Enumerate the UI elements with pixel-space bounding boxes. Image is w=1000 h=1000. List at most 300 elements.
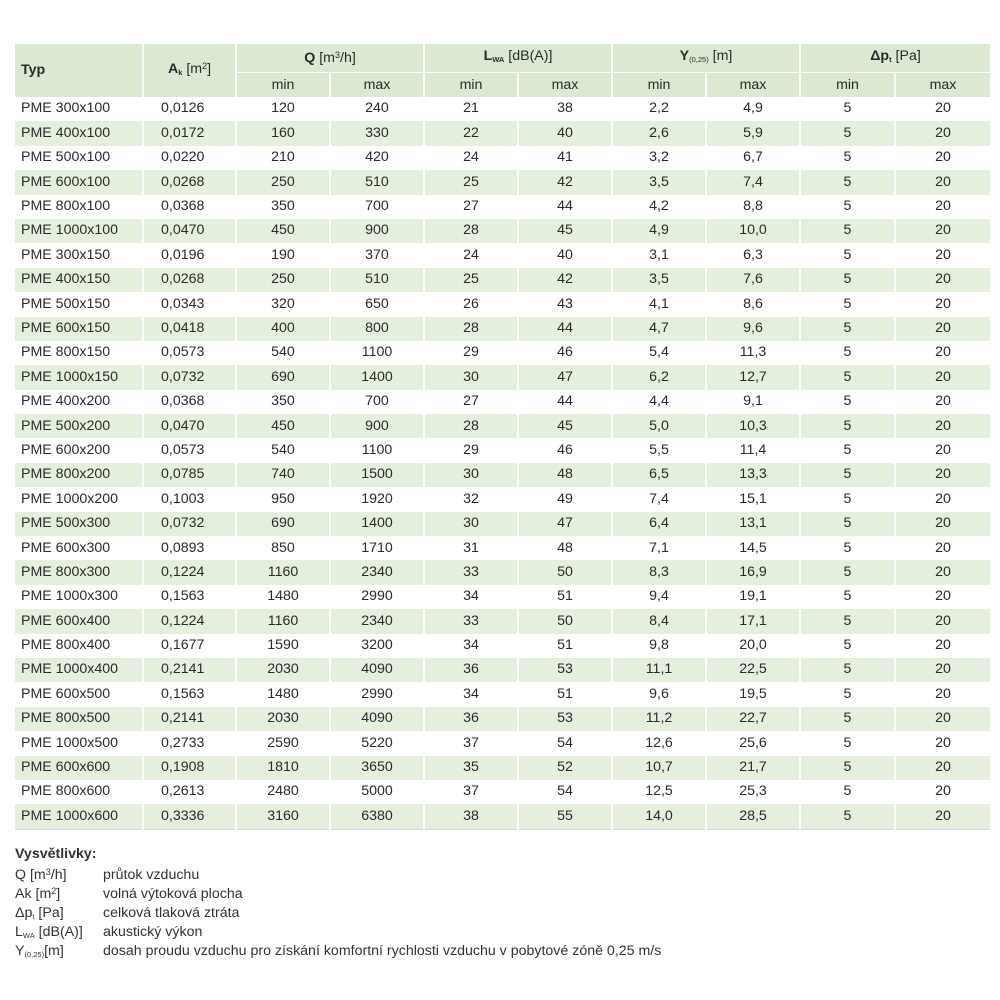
- cell-dp-min: 5: [800, 658, 895, 682]
- cell-ak: 0,1908: [143, 756, 236, 780]
- cell-typ: PME 500x100: [15, 146, 143, 170]
- cell-q-min: 690: [236, 365, 330, 389]
- cell-dp-min: 5: [800, 487, 895, 511]
- cell-lwa-max: 45: [518, 414, 612, 438]
- cell-y-max: 25,6: [706, 731, 800, 755]
- cell-dp-max: 20: [895, 341, 990, 365]
- cell-y-min: 6,2: [612, 365, 706, 389]
- cell-q-max: 4090: [330, 707, 424, 731]
- cell-lwa-max: 46: [518, 438, 612, 462]
- ak-unit-end: ]: [207, 60, 212, 77]
- lwa-min-header: min: [424, 73, 518, 98]
- cell-lwa-min: 22: [424, 121, 518, 145]
- cell-lwa-max: 44: [518, 390, 612, 414]
- cell-q-max: 510: [330, 268, 424, 292]
- table-row: [15, 609, 990, 633]
- cell-ak: 0,2613: [143, 780, 236, 804]
- cell-typ: PME 500x300: [15, 512, 143, 536]
- cell-dp-max: 20: [895, 731, 990, 755]
- cell-q-min: 320: [236, 292, 330, 316]
- cell-lwa-min: 25: [424, 268, 518, 292]
- cell-q-min: 2030: [236, 707, 330, 731]
- cell-y-min: 12,6: [612, 731, 706, 755]
- cell-lwa-max: 52: [518, 756, 612, 780]
- table-row: [15, 731, 990, 755]
- table-row: [15, 97, 990, 121]
- cell-ak: 0,0573: [143, 341, 236, 365]
- cell-typ: PME 800x400: [15, 634, 143, 658]
- cell-q-max: 370: [330, 243, 424, 267]
- cell-lwa-min: 27: [424, 195, 518, 219]
- header-dp: [800, 44, 990, 73]
- cell-ak: 0,1224: [143, 560, 236, 584]
- legend-key-dp-sub: t: [32, 912, 35, 921]
- legend-title: Vysvětlivky:: [15, 846, 97, 862]
- table-row: [15, 560, 990, 584]
- y-max-header: max: [706, 73, 800, 98]
- cell-dp-max: 20: [895, 780, 990, 804]
- lwa-unit: [dB(A)]: [508, 48, 553, 64]
- cell-q-min: 1160: [236, 560, 330, 584]
- cell-y-min: 4,1: [612, 292, 706, 316]
- cell-dp-min: 5: [800, 438, 895, 462]
- cell-typ: PME 600x150: [15, 317, 143, 341]
- cell-q-min: 450: [236, 414, 330, 438]
- cell-ak: 0,0368: [143, 195, 236, 219]
- cell-dp-min: 5: [800, 804, 895, 829]
- table-row: [15, 317, 990, 341]
- cell-q-min: 1480: [236, 682, 330, 706]
- cell-y-min: 10,7: [612, 756, 706, 780]
- cell-dp-min: 5: [800, 585, 895, 609]
- cell-y-max: 9,1: [706, 390, 800, 414]
- cell-lwa-max: 54: [518, 780, 612, 804]
- cell-q-max: 3200: [330, 634, 424, 658]
- cell-q-min: 540: [236, 341, 330, 365]
- cell-q-max: 2990: [330, 585, 424, 609]
- cell-y-min: 2,6: [612, 121, 706, 145]
- cell-lwa-min: 34: [424, 585, 518, 609]
- cell-lwa-min: 34: [424, 682, 518, 706]
- cell-ak: 0,0470: [143, 414, 236, 438]
- cell-q-max: 1710: [330, 536, 424, 560]
- q-unit-end: /h]: [340, 49, 356, 66]
- cell-y-min: 4,9: [612, 219, 706, 243]
- cell-y-min: 5,0: [612, 414, 706, 438]
- cell-ak: 0,0732: [143, 512, 236, 536]
- cell-dp-max: 20: [895, 756, 990, 780]
- cell-dp-min: 5: [800, 512, 895, 536]
- cell-q-max: 1500: [330, 463, 424, 487]
- cell-lwa-min: 38: [424, 804, 518, 829]
- cell-y-min: 8,3: [612, 560, 706, 584]
- table-row: [15, 268, 990, 292]
- legend-key-y-sub: (0,25): [24, 950, 45, 959]
- cell-q-min: 190: [236, 243, 330, 267]
- q-max-header: max: [330, 73, 424, 98]
- cell-typ: PME 500x200: [15, 414, 143, 438]
- cell-y-min: 3,1: [612, 243, 706, 267]
- cell-dp-max: 20: [895, 219, 990, 243]
- dp-min-header: min: [800, 73, 895, 98]
- cell-q-min: 160: [236, 121, 330, 145]
- cell-typ: PME 400x200: [15, 390, 143, 414]
- cell-ak: 0,1003: [143, 487, 236, 511]
- table-row: [15, 292, 990, 316]
- cell-ak: 0,2141: [143, 707, 236, 731]
- cell-q-max: 5000: [330, 780, 424, 804]
- cell-lwa-max: 38: [518, 97, 612, 121]
- cell-dp-min: 5: [800, 536, 895, 560]
- cell-lwa-min: 21: [424, 97, 518, 121]
- cell-lwa-max: 48: [518, 463, 612, 487]
- cell-y-max: 4,9: [706, 97, 800, 121]
- cell-lwa-min: 29: [424, 341, 518, 365]
- q-unit-sup: 3: [334, 49, 340, 60]
- cell-y-max: 8,8: [706, 195, 800, 219]
- cell-typ: PME 800x600: [15, 780, 143, 804]
- cell-dp-max: 20: [895, 365, 990, 389]
- legend-desc-ak: volná výtoková plocha: [103, 886, 243, 902]
- cell-y-min: 5,4: [612, 341, 706, 365]
- cell-lwa-max: 51: [518, 585, 612, 609]
- cell-ak: 0,0126: [143, 97, 236, 121]
- ak-symbol: A: [167, 60, 179, 77]
- table-row: [15, 414, 990, 438]
- cell-q-max: 5220: [330, 731, 424, 755]
- cell-q-max: 4090: [330, 658, 424, 682]
- cell-lwa-min: 24: [424, 243, 518, 267]
- cell-typ: PME 800x300: [15, 560, 143, 584]
- cell-lwa-max: 53: [518, 707, 612, 731]
- cell-dp-max: 20: [895, 804, 990, 829]
- cell-y-max: 5,9: [706, 121, 800, 145]
- legend-key-q-text: Q [m: [15, 867, 46, 883]
- cell-dp-min: 5: [800, 317, 895, 341]
- legend-key-dp-text: Δp: [15, 905, 33, 921]
- cell-dp-max: 20: [895, 512, 990, 536]
- dp-symbol: Δp: [870, 48, 890, 64]
- cell-ak: 0,0368: [143, 390, 236, 414]
- cell-y-max: 6,7: [706, 146, 800, 170]
- legend-key-lwa-end: [dB(A)]: [34, 924, 83, 940]
- cell-lwa-max: 53: [518, 658, 612, 682]
- cell-ak: 0,1563: [143, 585, 236, 609]
- table-row: [15, 658, 990, 682]
- cell-typ: PME 600x400: [15, 609, 143, 633]
- cell-dp-min: 5: [800, 219, 895, 243]
- cell-q-min: 540: [236, 438, 330, 462]
- table-row: [15, 682, 990, 706]
- cell-dp-max: 20: [895, 268, 990, 292]
- cell-q-max: 2340: [330, 609, 424, 633]
- cell-dp-min: 5: [800, 365, 895, 389]
- table-row: [15, 170, 990, 194]
- cell-q-min: 690: [236, 512, 330, 536]
- legend-key-q-end: /h]: [50, 867, 67, 883]
- cell-q-min: 3160: [236, 804, 330, 829]
- cell-lwa-min: 27: [424, 390, 518, 414]
- ak-unit-sup: 2: [202, 60, 208, 71]
- table-row: [15, 756, 990, 780]
- cell-y-max: 11,3: [706, 341, 800, 365]
- table-row: [15, 707, 990, 731]
- cell-y-min: 3,5: [612, 268, 706, 292]
- lwa-symbol: L: [483, 48, 493, 64]
- cell-y-max: 19,1: [706, 585, 800, 609]
- cell-ak: 0,0785: [143, 463, 236, 487]
- cell-q-min: 950: [236, 487, 330, 511]
- cell-typ: PME 600x600: [15, 756, 143, 780]
- cell-lwa-max: 55: [518, 804, 612, 829]
- cell-lwa-min: 31: [424, 536, 518, 560]
- cell-y-min: 9,8: [612, 634, 706, 658]
- cell-q-min: 2030: [236, 658, 330, 682]
- cell-lwa-min: 29: [424, 438, 518, 462]
- cell-dp-min: 5: [800, 97, 895, 121]
- cell-ak: 0,0220: [143, 146, 236, 170]
- table-row: [15, 536, 990, 560]
- table-row: [15, 341, 990, 365]
- cell-q-min: 1480: [236, 585, 330, 609]
- cell-dp-max: 20: [895, 243, 990, 267]
- cell-dp-max: 20: [895, 658, 990, 682]
- legend-key-q-sup: 3: [45, 867, 51, 877]
- cell-lwa-min: 24: [424, 146, 518, 170]
- legend-key-ak-text: Ak [m: [15, 886, 52, 902]
- cell-q-max: 650: [330, 292, 424, 316]
- cell-ak: 0,0268: [143, 268, 236, 292]
- cell-lwa-min: 35: [424, 756, 518, 780]
- cell-dp-min: 5: [800, 634, 895, 658]
- cell-dp-max: 20: [895, 121, 990, 145]
- cell-y-min: 11,1: [612, 658, 706, 682]
- cell-typ: PME 1000x600: [15, 804, 143, 829]
- cell-y-min: 3,2: [612, 146, 706, 170]
- header-typ: Typ: [15, 44, 143, 97]
- cell-lwa-min: 36: [424, 707, 518, 731]
- cell-dp-min: 5: [800, 463, 895, 487]
- cell-q-min: 1160: [236, 609, 330, 633]
- cell-typ: PME 800x200: [15, 463, 143, 487]
- cell-q-max: 1920: [330, 487, 424, 511]
- cell-dp-max: 20: [895, 170, 990, 194]
- cell-typ: PME 600x500: [15, 682, 143, 706]
- cell-ak: 0,0268: [143, 170, 236, 194]
- cell-ak: 0,0196: [143, 243, 236, 267]
- cell-y-max: 10,3: [706, 414, 800, 438]
- cell-q-min: 1810: [236, 756, 330, 780]
- cell-ak: 0,0172: [143, 121, 236, 145]
- cell-dp-max: 20: [895, 195, 990, 219]
- cell-lwa-max: 44: [518, 317, 612, 341]
- legend-key-y: [15, 942, 103, 964]
- legend-desc-dp: celková tlaková ztráta: [103, 905, 240, 921]
- header-lwa: [424, 44, 612, 73]
- cell-q-max: 6380: [330, 804, 424, 829]
- table-row: [15, 146, 990, 170]
- table-row: [15, 195, 990, 219]
- cell-lwa-max: 51: [518, 682, 612, 706]
- cell-dp-max: 20: [895, 707, 990, 731]
- cell-lwa-max: 47: [518, 512, 612, 536]
- legend-key-ak: [15, 885, 103, 904]
- cell-lwa-max: 54: [518, 731, 612, 755]
- q-symbol: Q: [304, 49, 316, 66]
- cell-q-min: 2590: [236, 731, 330, 755]
- cell-lwa-min: 33: [424, 560, 518, 584]
- cell-ak: 0,0418: [143, 317, 236, 341]
- cell-q-min: 450: [236, 219, 330, 243]
- legend-desc-y: dosah proudu vzduchu pro získání komfortní rychlosti vzduchu v pobytové zóně 0,25 m/s: [103, 943, 662, 959]
- cell-y-max: 21,7: [706, 756, 800, 780]
- cell-y-max: 8,6: [706, 292, 800, 316]
- cell-q-max: 700: [330, 195, 424, 219]
- cell-q-min: 350: [236, 195, 330, 219]
- table-row: [15, 243, 990, 267]
- cell-ak: 0,0573: [143, 438, 236, 462]
- cell-typ: PME 1000x500: [15, 731, 143, 755]
- cell-lwa-min: 34: [424, 634, 518, 658]
- cell-dp-min: 5: [800, 609, 895, 633]
- cell-dp-max: 20: [895, 438, 990, 462]
- cell-dp-max: 20: [895, 609, 990, 633]
- cell-y-max: 9,6: [706, 317, 800, 341]
- cell-lwa-min: 37: [424, 780, 518, 804]
- cell-q-max: 900: [330, 414, 424, 438]
- cell-dp-min: 5: [800, 731, 895, 755]
- cell-ak: 0,2733: [143, 731, 236, 755]
- table-row: [15, 512, 990, 536]
- cell-lwa-max: 50: [518, 560, 612, 584]
- cell-q-min: 400: [236, 317, 330, 341]
- q-unit: [m: [319, 49, 335, 66]
- header-y: [612, 44, 800, 73]
- cell-y-min: 4,4: [612, 390, 706, 414]
- table-row: [15, 390, 990, 414]
- cell-ak: 0,0893: [143, 536, 236, 560]
- dp-subscript: t: [889, 55, 892, 64]
- cell-y-min: 8,4: [612, 609, 706, 633]
- table-row: [15, 780, 990, 804]
- legend-row-ak: [15, 885, 661, 904]
- cell-ak: 0,1677: [143, 634, 236, 658]
- cell-dp-min: 5: [800, 682, 895, 706]
- ak-subscript: k: [178, 67, 183, 77]
- cell-y-min: 9,6: [612, 682, 706, 706]
- cell-q-max: 330: [330, 121, 424, 145]
- cell-typ: PME 800x500: [15, 707, 143, 731]
- cell-ak: 0,1224: [143, 609, 236, 633]
- legend-row-y: [15, 942, 661, 961]
- cell-q-max: 800: [330, 317, 424, 341]
- cell-q-min: 250: [236, 268, 330, 292]
- specification-sheet: [15, 44, 990, 830]
- cell-lwa-max: 41: [518, 146, 612, 170]
- legend-row-dp: [15, 904, 661, 923]
- cell-lwa-min: 36: [424, 658, 518, 682]
- cell-dp-max: 20: [895, 487, 990, 511]
- cell-lwa-min: 30: [424, 463, 518, 487]
- cell-y-min: 6,5: [612, 463, 706, 487]
- cell-typ: PME 800x100: [15, 195, 143, 219]
- cell-lwa-max: 45: [518, 219, 612, 243]
- cell-dp-min: 5: [800, 170, 895, 194]
- legend-key-lwa-sub: WA: [22, 931, 35, 940]
- cell-typ: PME 1000x200: [15, 487, 143, 511]
- cell-q-min: 120: [236, 97, 330, 121]
- cell-y-min: 4,7: [612, 317, 706, 341]
- table-row: [15, 634, 990, 658]
- y-unit: [m]: [712, 48, 733, 64]
- cell-lwa-max: 40: [518, 121, 612, 145]
- cell-typ: PME 1000x150: [15, 365, 143, 389]
- cell-ak: 0,0470: [143, 219, 236, 243]
- cell-y-min: 6,4: [612, 512, 706, 536]
- cell-y-max: 19,5: [706, 682, 800, 706]
- cell-dp-max: 20: [895, 414, 990, 438]
- cell-dp-max: 20: [895, 634, 990, 658]
- cell-y-max: 7,6: [706, 268, 800, 292]
- legend-key-dp-end: [Pa]: [34, 905, 64, 921]
- cell-q-min: 850: [236, 536, 330, 560]
- table-row: [15, 487, 990, 511]
- cell-q-max: 900: [330, 219, 424, 243]
- header-q: [236, 44, 424, 73]
- cell-ak: 0,2141: [143, 658, 236, 682]
- cell-y-min: 2,2: [612, 97, 706, 121]
- legend-key-lwa-text: L: [15, 924, 23, 940]
- cell-q-min: 2480: [236, 780, 330, 804]
- cell-dp-min: 5: [800, 243, 895, 267]
- cell-lwa-min: 25: [424, 170, 518, 194]
- cell-dp-min: 5: [800, 707, 895, 731]
- q-min-header: min: [236, 73, 330, 98]
- grille-spec-table: [15, 44, 990, 830]
- cell-y-max: 14,5: [706, 536, 800, 560]
- lwa-subscript: WA: [492, 55, 505, 64]
- cell-dp-min: 5: [800, 390, 895, 414]
- cell-typ: PME 1000x100: [15, 219, 143, 243]
- cell-dp-max: 20: [895, 536, 990, 560]
- cell-q-min: 1590: [236, 634, 330, 658]
- cell-lwa-max: 42: [518, 170, 612, 194]
- cell-dp-min: 5: [800, 560, 895, 584]
- cell-typ: PME 300x150: [15, 243, 143, 267]
- cell-lwa-min: 30: [424, 512, 518, 536]
- cell-dp-min: 5: [800, 292, 895, 316]
- cell-dp-min: 5: [800, 146, 895, 170]
- cell-q-min: 350: [236, 390, 330, 414]
- cell-ak: 0,0343: [143, 292, 236, 316]
- cell-typ: PME 600x300: [15, 536, 143, 560]
- dp-unit: [Pa]: [895, 48, 921, 64]
- legend-key-ak-end: ]: [56, 886, 61, 902]
- cell-typ: PME 1000x300: [15, 585, 143, 609]
- cell-ak: 0,1563: [143, 682, 236, 706]
- table-body: [15, 97, 990, 829]
- cell-q-max: 2990: [330, 682, 424, 706]
- cell-y-max: 16,9: [706, 560, 800, 584]
- cell-y-min: 11,2: [612, 707, 706, 731]
- cell-dp-min: 5: [800, 341, 895, 365]
- cell-q-max: 700: [330, 390, 424, 414]
- cell-lwa-min: 28: [424, 414, 518, 438]
- cell-typ: PME 600x100: [15, 170, 143, 194]
- cell-dp-max: 20: [895, 585, 990, 609]
- legend-key-y-text: Y: [15, 943, 25, 959]
- cell-q-max: 1100: [330, 341, 424, 365]
